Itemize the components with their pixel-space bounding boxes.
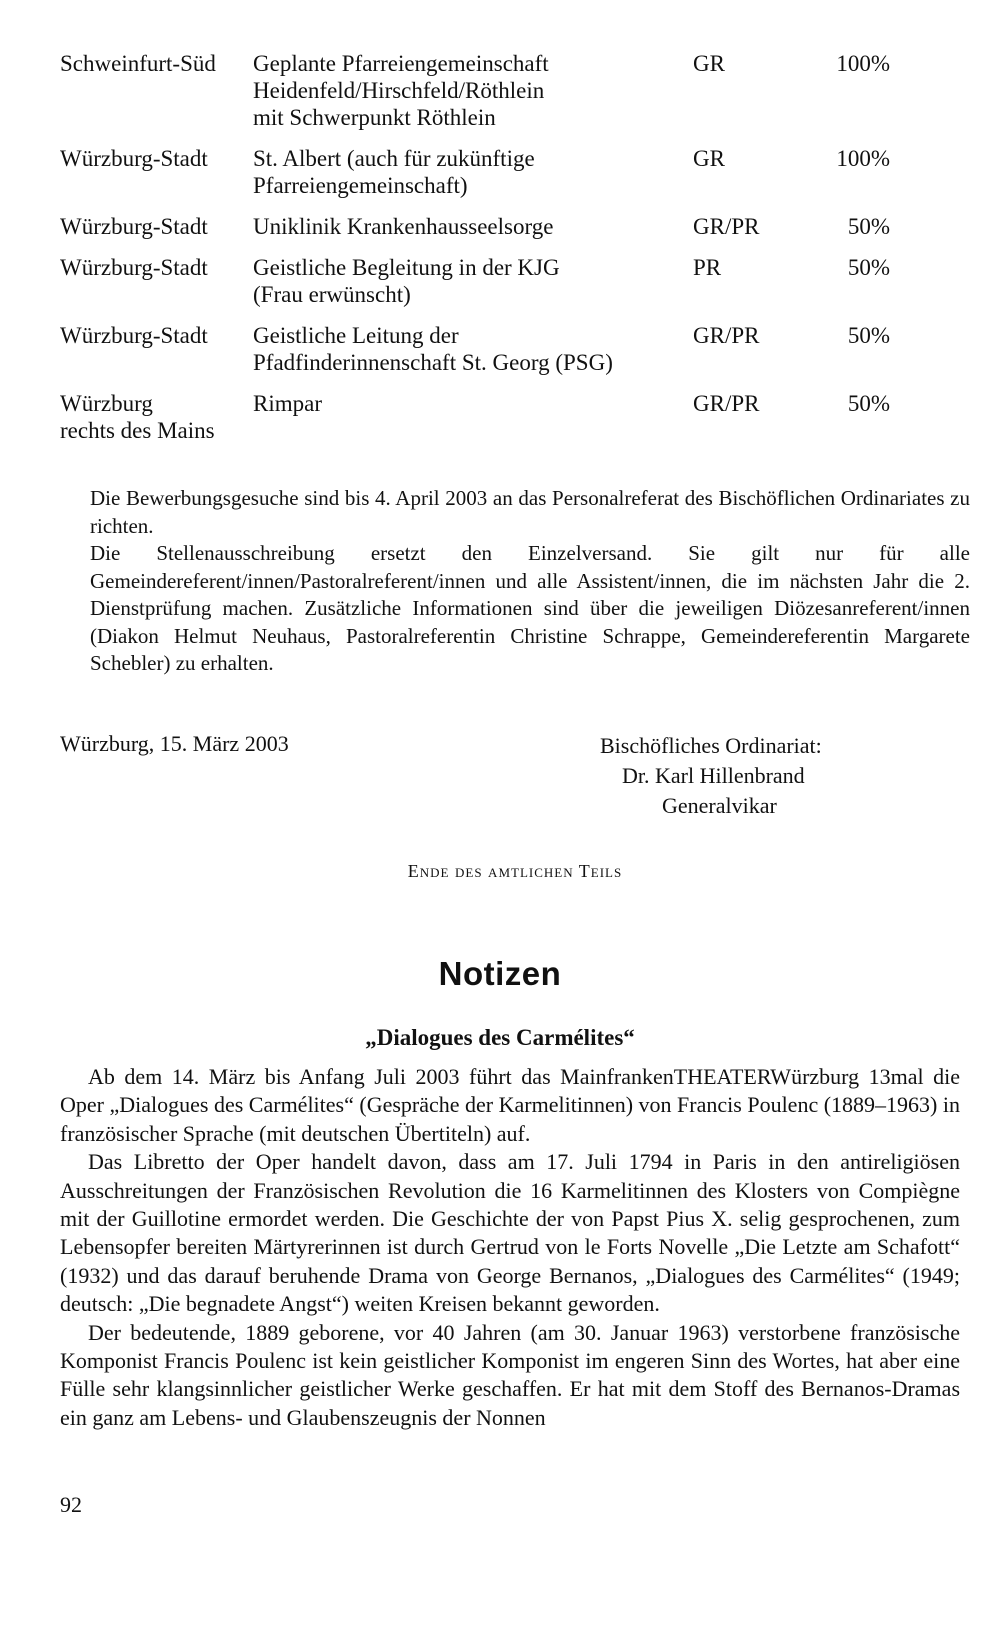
region-cell — [60, 322, 253, 390]
role-cell: GR — [693, 146, 725, 171]
role-cell: GR/PR — [693, 391, 760, 416]
post-line: Uniklinik Krankenhausseelsorge — [253, 214, 554, 239]
percent-cell: 50% — [847, 255, 890, 280]
article-title: „Dialogues des Carmélites“ — [365, 1025, 635, 1050]
signature-office: Bischöfliches Ordinariat: — [600, 733, 822, 758]
end-official-heading — [0, 861, 1000, 882]
place-date: Würzburg, 15. März 2003 — [60, 731, 289, 756]
region-line: rechts des Mains — [60, 418, 215, 443]
post-line: Rimpar — [253, 391, 322, 416]
note-paragraph: Die Stellenausschreibung ersetzt den Einzelversand. Sie gilt nur für alle Gemeindereferent/innen/Pastoralreferent/innen und alle Assistent/innen, die im nächsten Jahr die 2. Dienstprüfung machen. Zusätzliche Informationen sind über die jeweiligen Diözesanreferent/innen (Diakon Helmut Neuhaus, Pastoralreferentin Christine Schrappe, Gemeindereferentin Margarete Schebler) zu erhalten. — [90, 541, 970, 675]
end-official-text: Ende des amtlichen Teils — [407, 861, 623, 881]
post-line: Geistliche Leitung der — [253, 323, 459, 348]
article-paragraph: Das Libretto der Oper handelt davon, dass am 17. Juli 1794 in Paris in den antireligiösen Ausschreitungen der Französischen Revolution die 16 Karmelitinnen des Klosters von Compiègne mit der Guillotine ermordet werden. Die Geschichte der von Papst Pius X. selig gesprochenen, zum Lebensopfer bereiten Märtyrerinnen ist durch Gertrud von le Forts Novelle „Die Letzte am Schafott“ (1932) und das darauf beruhende Drama von George Bernanos, „Dialogues des Carmélites“ (1949; deutsch: „Die begnadete Angst“) weiten Kreisen bekannt geworden. — [60, 1149, 960, 1317]
article-paragraph: Ab dem 14. März bis Anfang Juli 2003 führt das MainfrankenTHEATERWürzburg 13mal die Oper „Dialogues des Carmélites“ (Gespräche der Karmelitinnen) von Francis Poulenc (1889–1963) in französischer Sprache (mit deutschen Übertiteln) auf. — [60, 1064, 960, 1146]
region-cell — [60, 145, 253, 213]
post-cell — [253, 213, 693, 254]
post-line: mit Schwerpunkt Röthlein — [253, 105, 496, 130]
signature-name: Dr. Karl Hillenbrand — [622, 763, 805, 788]
region-cell — [60, 390, 253, 458]
percent-cell: 50% — [847, 214, 890, 239]
positions-table — [60, 50, 890, 458]
post-line: Heidenfeld/Hirschfeld/Röthlein — [253, 78, 545, 103]
region-text: Würzburg-Stadt — [60, 323, 208, 348]
post-cell — [253, 145, 693, 213]
region-cell — [60, 213, 253, 254]
post-line: Pfarreiengemeinschaft) — [253, 173, 468, 198]
table-row — [60, 254, 890, 322]
region-cell — [60, 50, 253, 145]
table-row — [60, 390, 890, 458]
table-row — [60, 50, 890, 145]
percent-cell: 50% — [847, 391, 890, 416]
note-paragraph: Die Bewerbungsgesuche sind bis 4. April 2003 an das Personalreferat des Bischöflichen Ordinariates zu richten. — [90, 486, 970, 538]
region-cell — [60, 254, 253, 322]
region-text: Würzburg-Stadt — [60, 255, 208, 280]
post-line: Geistliche Begleitung in der KJG — [253, 255, 560, 280]
percent-cell: 50% — [847, 323, 890, 348]
post-line: Pfadfinderinnenschaft St. Georg (PSG) — [253, 350, 613, 375]
percent-cell: 100% — [836, 51, 890, 76]
role-cell: PR — [693, 255, 722, 280]
signature-block — [600, 731, 900, 821]
post-cell — [253, 322, 693, 390]
role-cell: GR/PR — [693, 323, 760, 348]
percent-cell: 100% — [836, 146, 890, 171]
region-line: Würzburg — [60, 391, 153, 416]
page-number: 92 — [60, 1492, 82, 1517]
table-row — [60, 213, 890, 254]
article-body — [60, 1063, 960, 1432]
region-text: Schweinfurt-Süd — [60, 51, 216, 76]
post-line: Geplante Pfarreiengemeinschaft — [253, 51, 549, 76]
post-cell — [253, 50, 693, 145]
table-row — [60, 145, 890, 213]
signature-title: Generalvikar — [662, 793, 777, 818]
post-line: (Frau erwünscht) — [253, 282, 411, 307]
role-cell: GR/PR — [693, 214, 760, 239]
application-notes — [90, 485, 970, 678]
section-title: Notizen — [438, 955, 562, 992]
post-line: St. Albert (auch für zukünftige — [253, 146, 535, 171]
post-cell — [253, 254, 693, 322]
region-text: Würzburg-Stadt — [60, 146, 208, 171]
table-row — [60, 322, 890, 390]
role-cell: GR — [693, 51, 725, 76]
region-text: Würzburg-Stadt — [60, 214, 208, 239]
article-paragraph: Der bedeutende, 1889 geborene, vor 40 Jahren (am 30. Januar 1963) verstorbene französische Komponist Francis Poulenc ist kein geistlicher Komponist im engeren Sinn des Wortes, hat aber eine Fülle sehr klangsinnlicher geistlicher Werke geschaffen. Er hat mit dem Stoff des Bernanos-Dramas ein ganz am Lebens- und Glaubenszeugnis der Nonnen — [60, 1319, 960, 1430]
post-cell — [253, 390, 693, 458]
